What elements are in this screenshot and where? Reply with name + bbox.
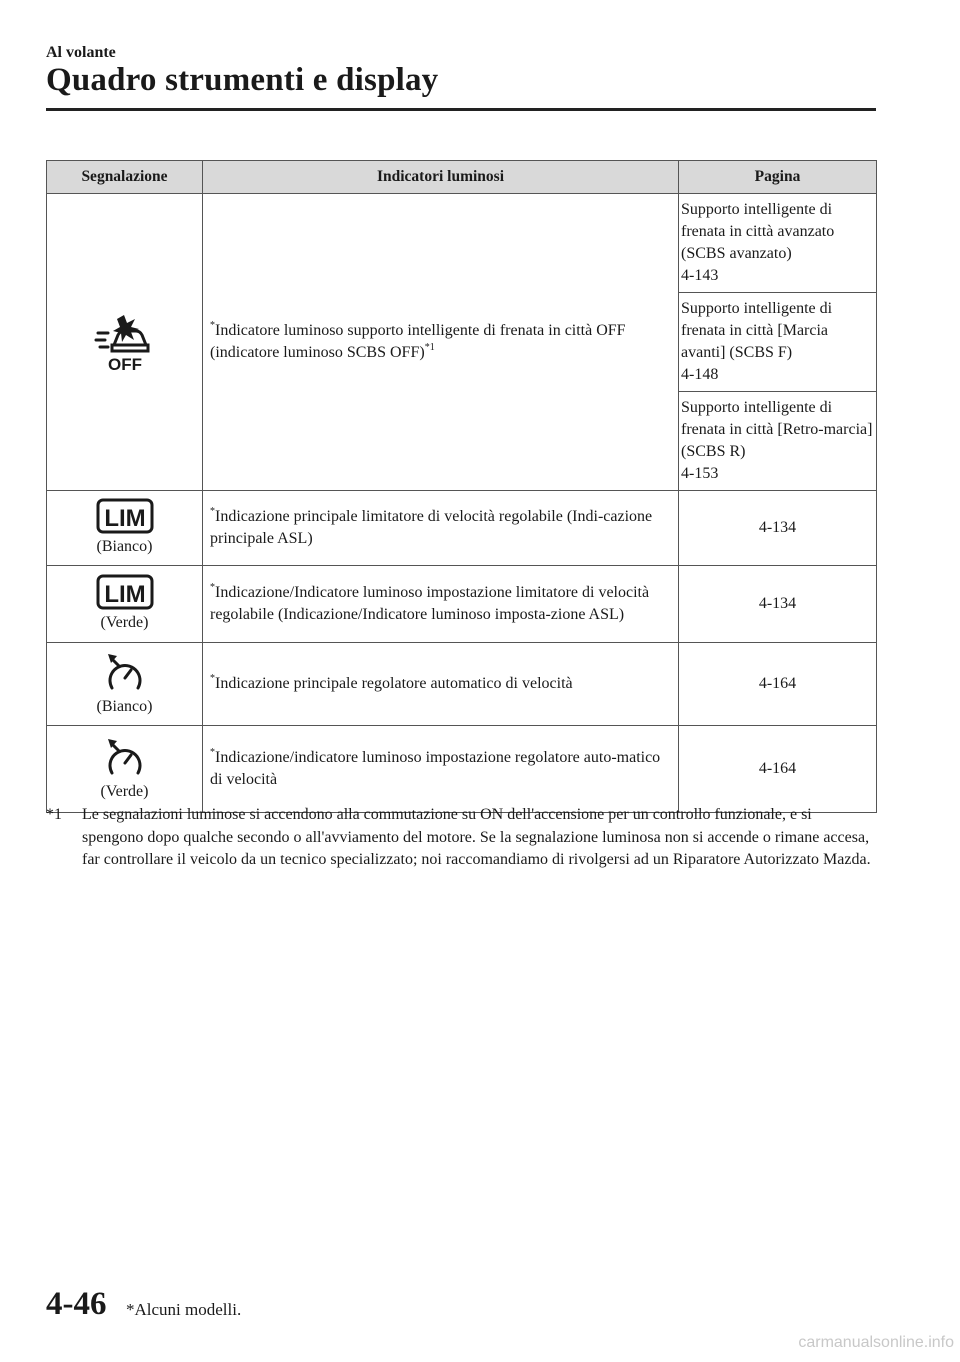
column-header-indicator: Indicatori luminosi bbox=[203, 161, 679, 194]
page-title: Quadro strumenti e display bbox=[46, 62, 439, 98]
reference-label: Supporto intelligente di frenata in città [Retro-marcia] (SCBS R) bbox=[681, 399, 873, 460]
lim-icon bbox=[96, 498, 154, 534]
table-header-row bbox=[47, 161, 877, 194]
icon-color-caption: (Verde) bbox=[100, 614, 149, 631]
page-reference bbox=[679, 292, 876, 391]
some-models-mark: * bbox=[210, 746, 215, 758]
indicator-text: Indicazione principale regolatore automatico di velocità bbox=[215, 675, 573, 692]
column-header-page: Pagina bbox=[679, 161, 877, 194]
svg-text:OFF: OFF bbox=[107, 355, 142, 371]
watermark-text: carmanualsonline.info bbox=[798, 1334, 954, 1351]
icon-color-caption: (Verde) bbox=[100, 783, 149, 800]
scbs-off-icon bbox=[90, 313, 160, 371]
svg-text:LIM: LIM bbox=[103, 581, 146, 608]
page-number-ref: 4-148 bbox=[681, 366, 719, 383]
indicator-description bbox=[203, 566, 679, 643]
page-reference bbox=[679, 391, 876, 490]
page-cell: 4-164 bbox=[679, 643, 877, 726]
page-number: 4-46 bbox=[46, 1286, 107, 1322]
page-cell: 4-164 bbox=[679, 726, 877, 813]
footnote-text: Le segnalazioni luminose si accendono alla commutazione su ON dell'accensione per un controllo funzionale, e si spengono dopo qualche secondo o all'avviamento del motore. Se la segnalazione luminosa non si accende o rimane accesa, far controllare il veicolo da un tecnico specializzato; noi raccomandiamo di rivolgersi ad un Riparatore Autorizzato Mazda. bbox=[82, 806, 871, 868]
signal-cell bbox=[47, 194, 203, 491]
signal-cell bbox=[47, 643, 203, 726]
icon-color-caption: (Bianco) bbox=[96, 698, 153, 715]
signal-cell bbox=[47, 491, 203, 566]
indicator-description bbox=[203, 643, 679, 726]
indicator-text: Indicazione/Indicatore luminoso impostazione limitatore di velocità regolabile (Indicazione/Indicatore luminoso imposta-zione ASL) bbox=[210, 584, 650, 623]
table-row bbox=[47, 194, 877, 491]
reference-label: Supporto intelligente di frenata in città [Marcia avanti] (SCBS F) bbox=[681, 300, 833, 361]
page-reference bbox=[679, 194, 876, 292]
icon-color-caption: (Bianco) bbox=[96, 538, 153, 555]
signal-cell bbox=[47, 726, 203, 813]
page-cell bbox=[679, 194, 877, 491]
footnote-mark: *1 bbox=[46, 806, 62, 823]
page-number-ref: 4-143 bbox=[681, 267, 719, 284]
indicator-description bbox=[203, 194, 679, 491]
page-number-ref: 4-153 bbox=[681, 465, 719, 482]
reference-label: Supporto intelligente di frenata in città avanzato (SCBS avanzato) bbox=[681, 201, 835, 262]
indicator-description bbox=[203, 491, 679, 566]
page-cell: 4-134 bbox=[679, 566, 877, 643]
column-header-signal: Segnalazione bbox=[47, 161, 203, 194]
table-row bbox=[47, 491, 877, 566]
some-models-mark: * bbox=[210, 672, 215, 684]
table-row bbox=[47, 643, 877, 726]
footnote-reference: *1 bbox=[424, 341, 435, 353]
page-cell: 4-134 bbox=[679, 491, 877, 566]
indicator-text: Indicazione principale limitatore di velocità regolabile (Indi-cazione principale ASL) bbox=[210, 508, 653, 547]
signal-cell bbox=[47, 566, 203, 643]
indicator-table bbox=[46, 160, 877, 813]
indicator-text: Indicatore luminoso supporto intelligente di frenata in città OFF (indicatore luminoso SCBS OFF) bbox=[210, 322, 626, 361]
some-models-mark: * bbox=[210, 581, 215, 593]
cruise-control-icon bbox=[103, 735, 147, 779]
watermark bbox=[710, 1334, 960, 1362]
some-models-mark: * bbox=[210, 505, 215, 517]
indicator-description bbox=[203, 726, 679, 813]
some-models-mark: * bbox=[210, 319, 215, 331]
footnote bbox=[46, 804, 876, 872]
table-row bbox=[47, 566, 877, 643]
indicator-text: Indicazione/indicatore luminoso impostazione regolatore auto-matico di velocità bbox=[210, 749, 661, 788]
cruise-control-icon bbox=[103, 650, 147, 694]
title-rule bbox=[46, 108, 876, 111]
section-label: Al volante bbox=[46, 44, 116, 61]
table-row bbox=[47, 726, 877, 813]
svg-text:LIM: LIM bbox=[103, 505, 146, 532]
lim-icon bbox=[96, 574, 154, 610]
some-models-note: *Alcuni modelli. bbox=[126, 1300, 242, 1319]
